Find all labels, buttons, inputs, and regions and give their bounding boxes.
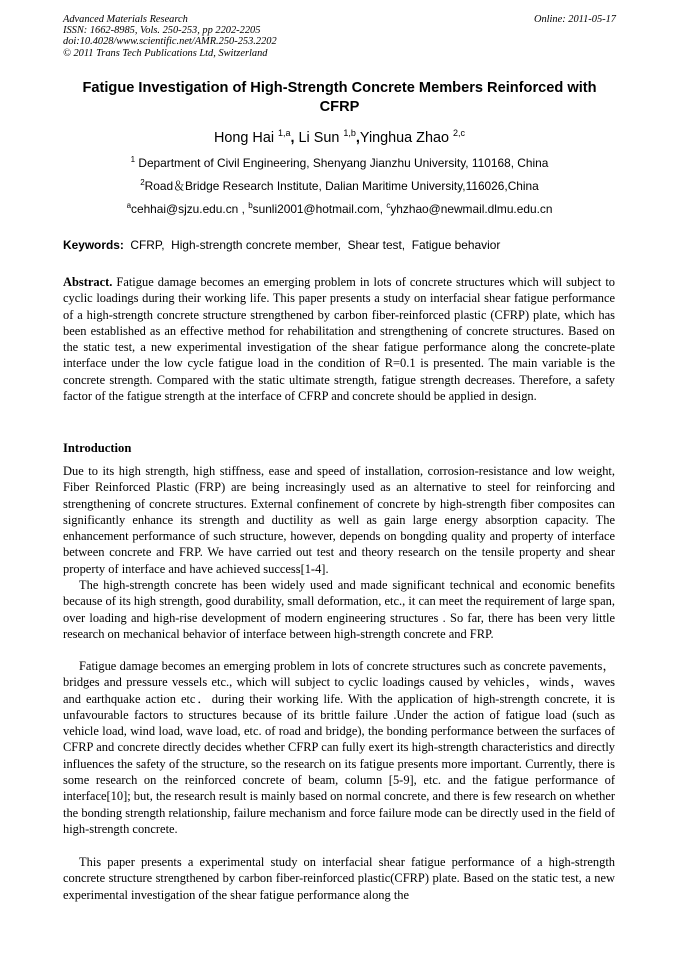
- keywords-text: CFRP, High-strength concrete member, Shear test, Fatigue behavior: [123, 238, 501, 252]
- issn-line: ISSN: 1662-8985, Vols. 250-253, pp 2202-2205: [63, 25, 261, 37]
- intro-paragraph-3: Fatigue damage becomes an emerging problem in lots of concrete structures such as concrete pavements，bridges and pressure vessels etc., which will subject to cyclic loadings caused by vehicles，winds，waves and earthquake action etc．during their working life. With the application of high-strength concrete, it is unfavourable factors to structures because of its brittle failure .Under the action of fatigue load (such as vehicle load, wind load, wave load, etc. of road and bridge), the bonding performance between the surfaces of CFRP and concrete directly decides whether CFRP can fully exert its high-strength characteristics and directly influences the safety of the structure, so the research on its fatigue presents more important. Currently, there is some research on the reinforced concrete of beam, column [5-9], etc. and the fatigue performance of interface[10]; but, the research result is mainly based on normal concrete, and there is few research on whether the bonding strength relationship, failure mechanism and force failure mode can be directly used in the field of high-strength concrete.: [63, 659, 615, 836]
- author-name: Yinghua Zhao: [359, 130, 449, 146]
- abstract-text: Fatigue damage becomes an emerging problem in lots of concrete structures which will subject to cyclic loadings during their working life. This paper presents a study on interfacial shear fatigue performance of a high-strength concrete structure strengthened by carbon fiber-reinforced plastic (CFRP) plate, which has been established as an effective method for rehabilitation and strengthening of concrete structures. Based on the static test, a new experimental investigation of the shear fatigue performance along the concrete-plate interface under the low cycle fatigue load in the condition of R=0.1 is presented. The main variable is the concrete strength. Compared with the static ultimate strength, fatigue strength decreases. Therefore, a safety factor of the fatigue strength at the interface of CFRP and concrete should be applied in design.: [63, 275, 615, 404]
- abstract: [63, 274, 615, 404]
- email-mark: a: [126, 201, 132, 210]
- author-emails: [63, 202, 616, 217]
- author-name: Li Sun: [298, 130, 340, 146]
- copyright-line: © 2011 Trans Tech Publications Ltd, Switzerland: [63, 47, 268, 59]
- online-date: Online: 2011-05-17: [533, 14, 616, 25]
- author-separator: ,: [290, 130, 299, 146]
- affiliation-2: [63, 179, 616, 194]
- journal-header: [63, 14, 616, 59]
- email-mark: b: [248, 201, 253, 210]
- section-heading-introduction: Introduction: [63, 441, 132, 455]
- author-separator: ,: [355, 130, 360, 146]
- intro-paragraph-4: This paper presents a experimental study on interfacial shear fatigue performance of a high-strength concrete structure strengthened by carbon fiber-reinforced plastic(CFRP) plate. Based on the static test, a new experimental investigation of the shear fatigue performance along the: [63, 855, 615, 902]
- doi-line: doi:10.4028/www.scientific.net/AMR.250-253.2202: [63, 36, 277, 48]
- journal-name: Advanced Materials Research: [63, 14, 188, 25]
- affiliation-1: [63, 156, 616, 171]
- intro-paragraph-1: Due to its high strength, high stiffness, ease and speed of installation, corrosion-resistance and low weight, Fiber Reinforced Plastic (FRP) are being increasingly used as an alternative to steel for reinforcing and strengthening of concrete structures. External confinement of concrete by high-strength fiber composites can significantly enhance its strength and ductility as well as gain large energy absorption capacity. The enhancement performance of such structure, however, depends on bongding quality and property of interface between concrete and FRP. We have carried out test and theory research on the tensile property and shear property of interface and have achieved success[1-4].: [63, 464, 615, 576]
- author-affiliation-mark: 2,c: [452, 128, 465, 138]
- affiliation-mark: 2: [140, 178, 145, 187]
- abstract-label: Abstract.: [63, 275, 113, 289]
- keywords-label: Keywords:: [63, 238, 124, 252]
- author-list: [63, 129, 616, 147]
- affiliation-text: Department of Civil Engineering, Shenyang Jianzhu University, 110168, China: [138, 156, 549, 170]
- paper-title: Fatigue Investigation of High-Strength Concrete Members Reinforced with CFRP: [82, 80, 597, 115]
- author-affiliation-mark: 1,a: [278, 128, 291, 138]
- email-link[interactable]: yhzhao@newmail.dlmu.edu.cn: [390, 202, 553, 216]
- author-affiliation-mark: 1,b: [343, 128, 356, 138]
- affiliation-mark: 1: [130, 155, 136, 164]
- author-name: Hong Hai: [214, 130, 275, 146]
- affiliation-text: Road＆Bridge Research Institute, Dalian Maritime University,116026,China: [144, 179, 539, 193]
- email-mark: c: [386, 201, 391, 210]
- email-link[interactable]: sunli2001@hotmail.com,: [252, 202, 387, 216]
- email-link[interactable]: cehhai@sjzu.edu.cn ,: [131, 202, 249, 216]
- keywords: [63, 238, 616, 253]
- intro-paragraph-2: The high-strength concrete has been widely used and made significant technical and economic benefits because of its high strength, good durability, small deformation, etc., it can meet the requirement of large span, over loading and high-rise development of modern engineering structures . So far, there has been very little research on mechanical behavior of interface between high-strength concrete and FRP.: [63, 578, 615, 641]
